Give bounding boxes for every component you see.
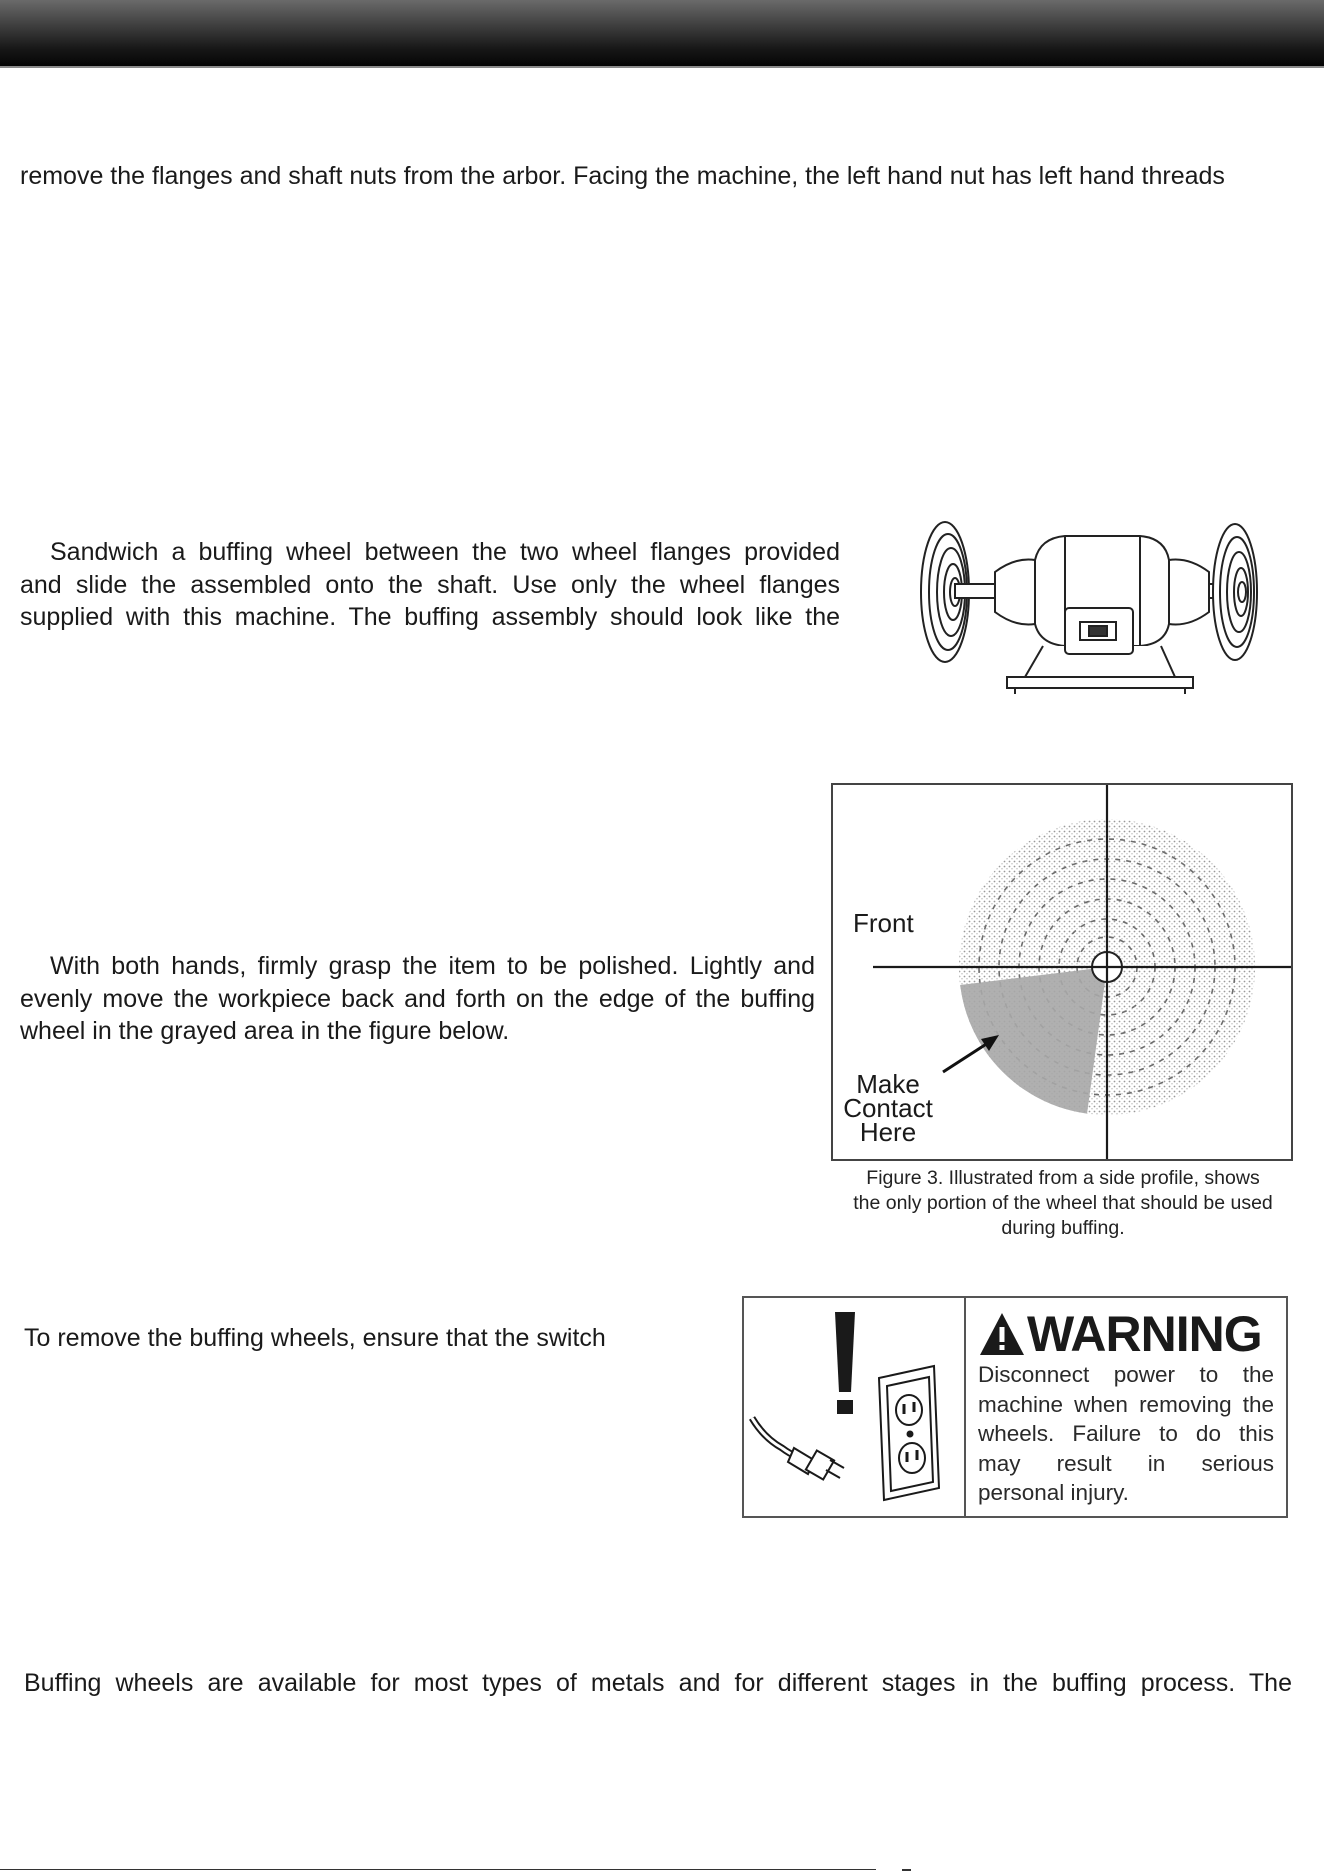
power-plug-icon <box>752 1418 844 1480</box>
caption-line: the only portion of the wheel that should be used <box>853 1192 1273 1214</box>
paragraph-remove-flanges: remove the flanges and shaft nuts from the arbor. Facing the machine, the left hand nut has left hand threads <box>20 162 1225 190</box>
front-label: Front <box>853 908 914 938</box>
figure-3-caption <box>828 1166 1298 1241</box>
warning-triangle-icon <box>979 1311 1025 1357</box>
make-contact-label-line: Contact <box>843 1093 933 1123</box>
make-contact-label-line: Here <box>859 1117 917 1147</box>
paragraph-line: wheel in the grayed area in the figure below. <box>20 1017 510 1045</box>
warning-body: Disconnect power to the machine when removing the wheels. Failure to do this may result in serious personal injury. <box>978 1362 1274 1505</box>
exclamation-icon <box>835 1312 855 1414</box>
unplug-warning-graphic <box>744 1298 964 1516</box>
paragraph-line: Sandwich a buffing wheel between the two wheel flanges provided <box>50 538 840 566</box>
paragraph-line: With both hands, firmly grasp the item to be polished. Lightly and <box>50 952 815 980</box>
paragraph-line: and slide the assembled onto the shaft. Use only the wheel flanges <box>20 570 840 599</box>
warning-title <box>979 1306 1262 1362</box>
paragraph-line: supplied with this machine. The buffing assembly should look like the <box>20 603 840 631</box>
caption-line: Figure 3. Illustrated from a side profile, shows <box>866 1167 1260 1189</box>
paragraph-polish-instructions <box>20 950 815 1048</box>
wall-outlet-icon <box>879 1366 939 1500</box>
paragraph-remove-wheels: To remove the buffing wheels, ensure that the switch <box>24 1324 606 1352</box>
make-contact-label-line: Make <box>856 1069 920 1099</box>
footer-mark <box>902 1869 911 1871</box>
paragraph-line: evenly move the workpiece back and forth on the edge of the buffing <box>20 984 815 1013</box>
bench-grinder-illustration <box>915 512 1265 702</box>
paragraph-buffing-wheels-types: Buffing wheels are available for most types of metals and for different stages in the buffing process. The <box>24 1669 1292 1697</box>
figure-3-box <box>831 783 1293 1161</box>
header-bar <box>0 0 1324 68</box>
footer-rule <box>0 1869 876 1870</box>
warning-divider <box>964 1298 966 1516</box>
warning-box <box>742 1296 1288 1518</box>
warning-title-text: WARNING <box>1027 1306 1262 1362</box>
paragraph-sandwich-wheel <box>20 536 840 634</box>
buffing-wheel-diagram <box>833 785 1291 1159</box>
caption-line: during buffing. <box>1001 1217 1125 1239</box>
